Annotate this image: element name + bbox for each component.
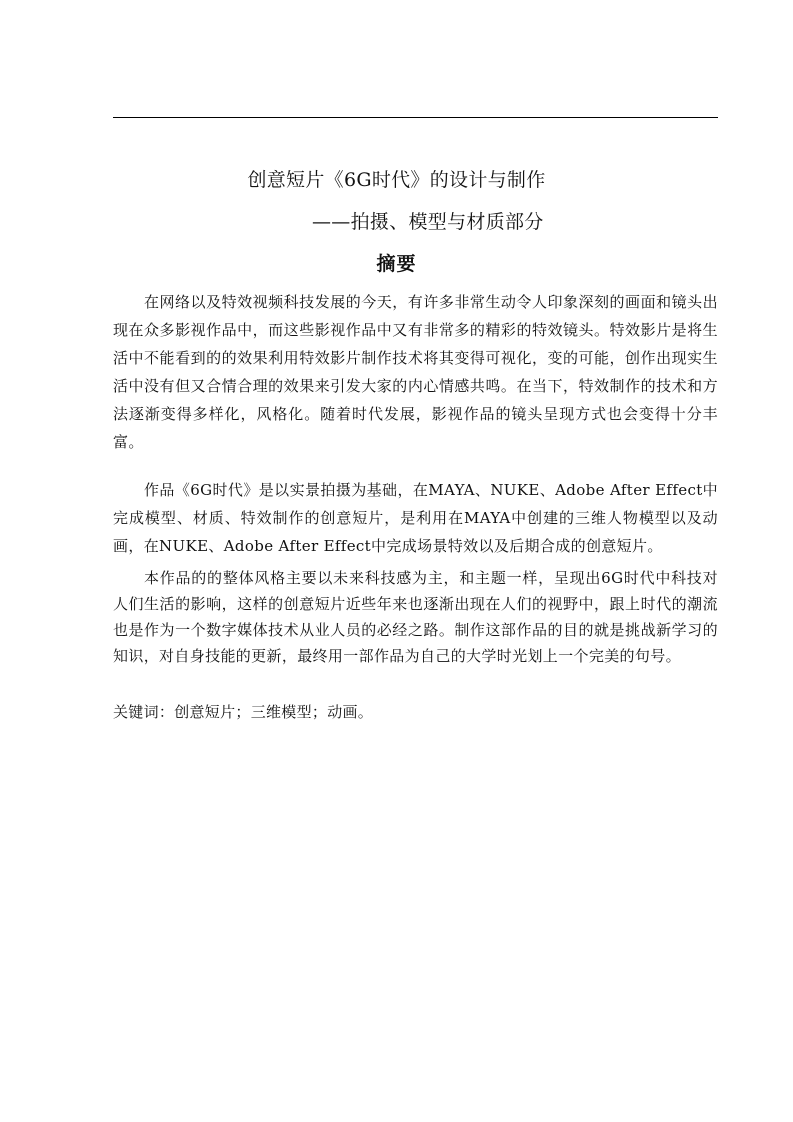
abstract-heading: 摘要: [376, 253, 417, 275]
abstract-paragraph-1-block: [113, 288, 718, 456]
abstract-paragraph-3-block: [113, 565, 718, 669]
header-rule: [113, 117, 718, 118]
keywords-line: 关键词：创意短片；三维模型；动画。: [113, 703, 374, 721]
abstract-paragraph: 作品《6G时代》是以实景拍摄为基础，在MAYA、NUKE、Adobe After Effect中完成模型、材质、特效制作的创意短片，是利用在MAYA中创建的三维人物模型以及动画，在NUKE、Adobe After Effect中完成场景特效以及后期合成的创意短片。: [113, 481, 718, 555]
abstract-paragraph: 在网络以及特效视频科技发展的今天，有许多非常生动令人印象深刻的画面和镜头出现在众多影视作品中，而这些影视作品中又有非常多的精彩的特效镜头。特效影片是将生活中不能看到的的效果利用特效影片制作技术将其变得可视化，变的可能，创作出现实生活中没有但又合情合理的效果来引发大家的内心情感共鸣。在当下，特效制作的技术和方法逐渐变得多样化，风格化。随着时代发展，影视作品的镜头呈现方式也会变得十分丰富。: [113, 293, 718, 451]
document-subtitle: ——拍摄、模型与材质部分: [312, 211, 544, 233]
abstract-paragraph: 本作品的的整体风格主要以未来科技感为主，和主题一样，呈现出6G时代中科技对人们生活的影响，这样的创意短片近些年来也逐渐出现在人们的视野中，跟上时代的潮流也是作为一个数字媒体技术从业人员的必经之路。制作这部作品的目的就是挑战新学习的知识，对自身技能的更新，最终用一部作品为自己的大学时光划上一个完美的句号。: [113, 569, 718, 665]
abstract-paragraph-2-block: [113, 476, 718, 560]
document-title: 创意短片《6G时代》的设计与制作: [247, 169, 546, 191]
